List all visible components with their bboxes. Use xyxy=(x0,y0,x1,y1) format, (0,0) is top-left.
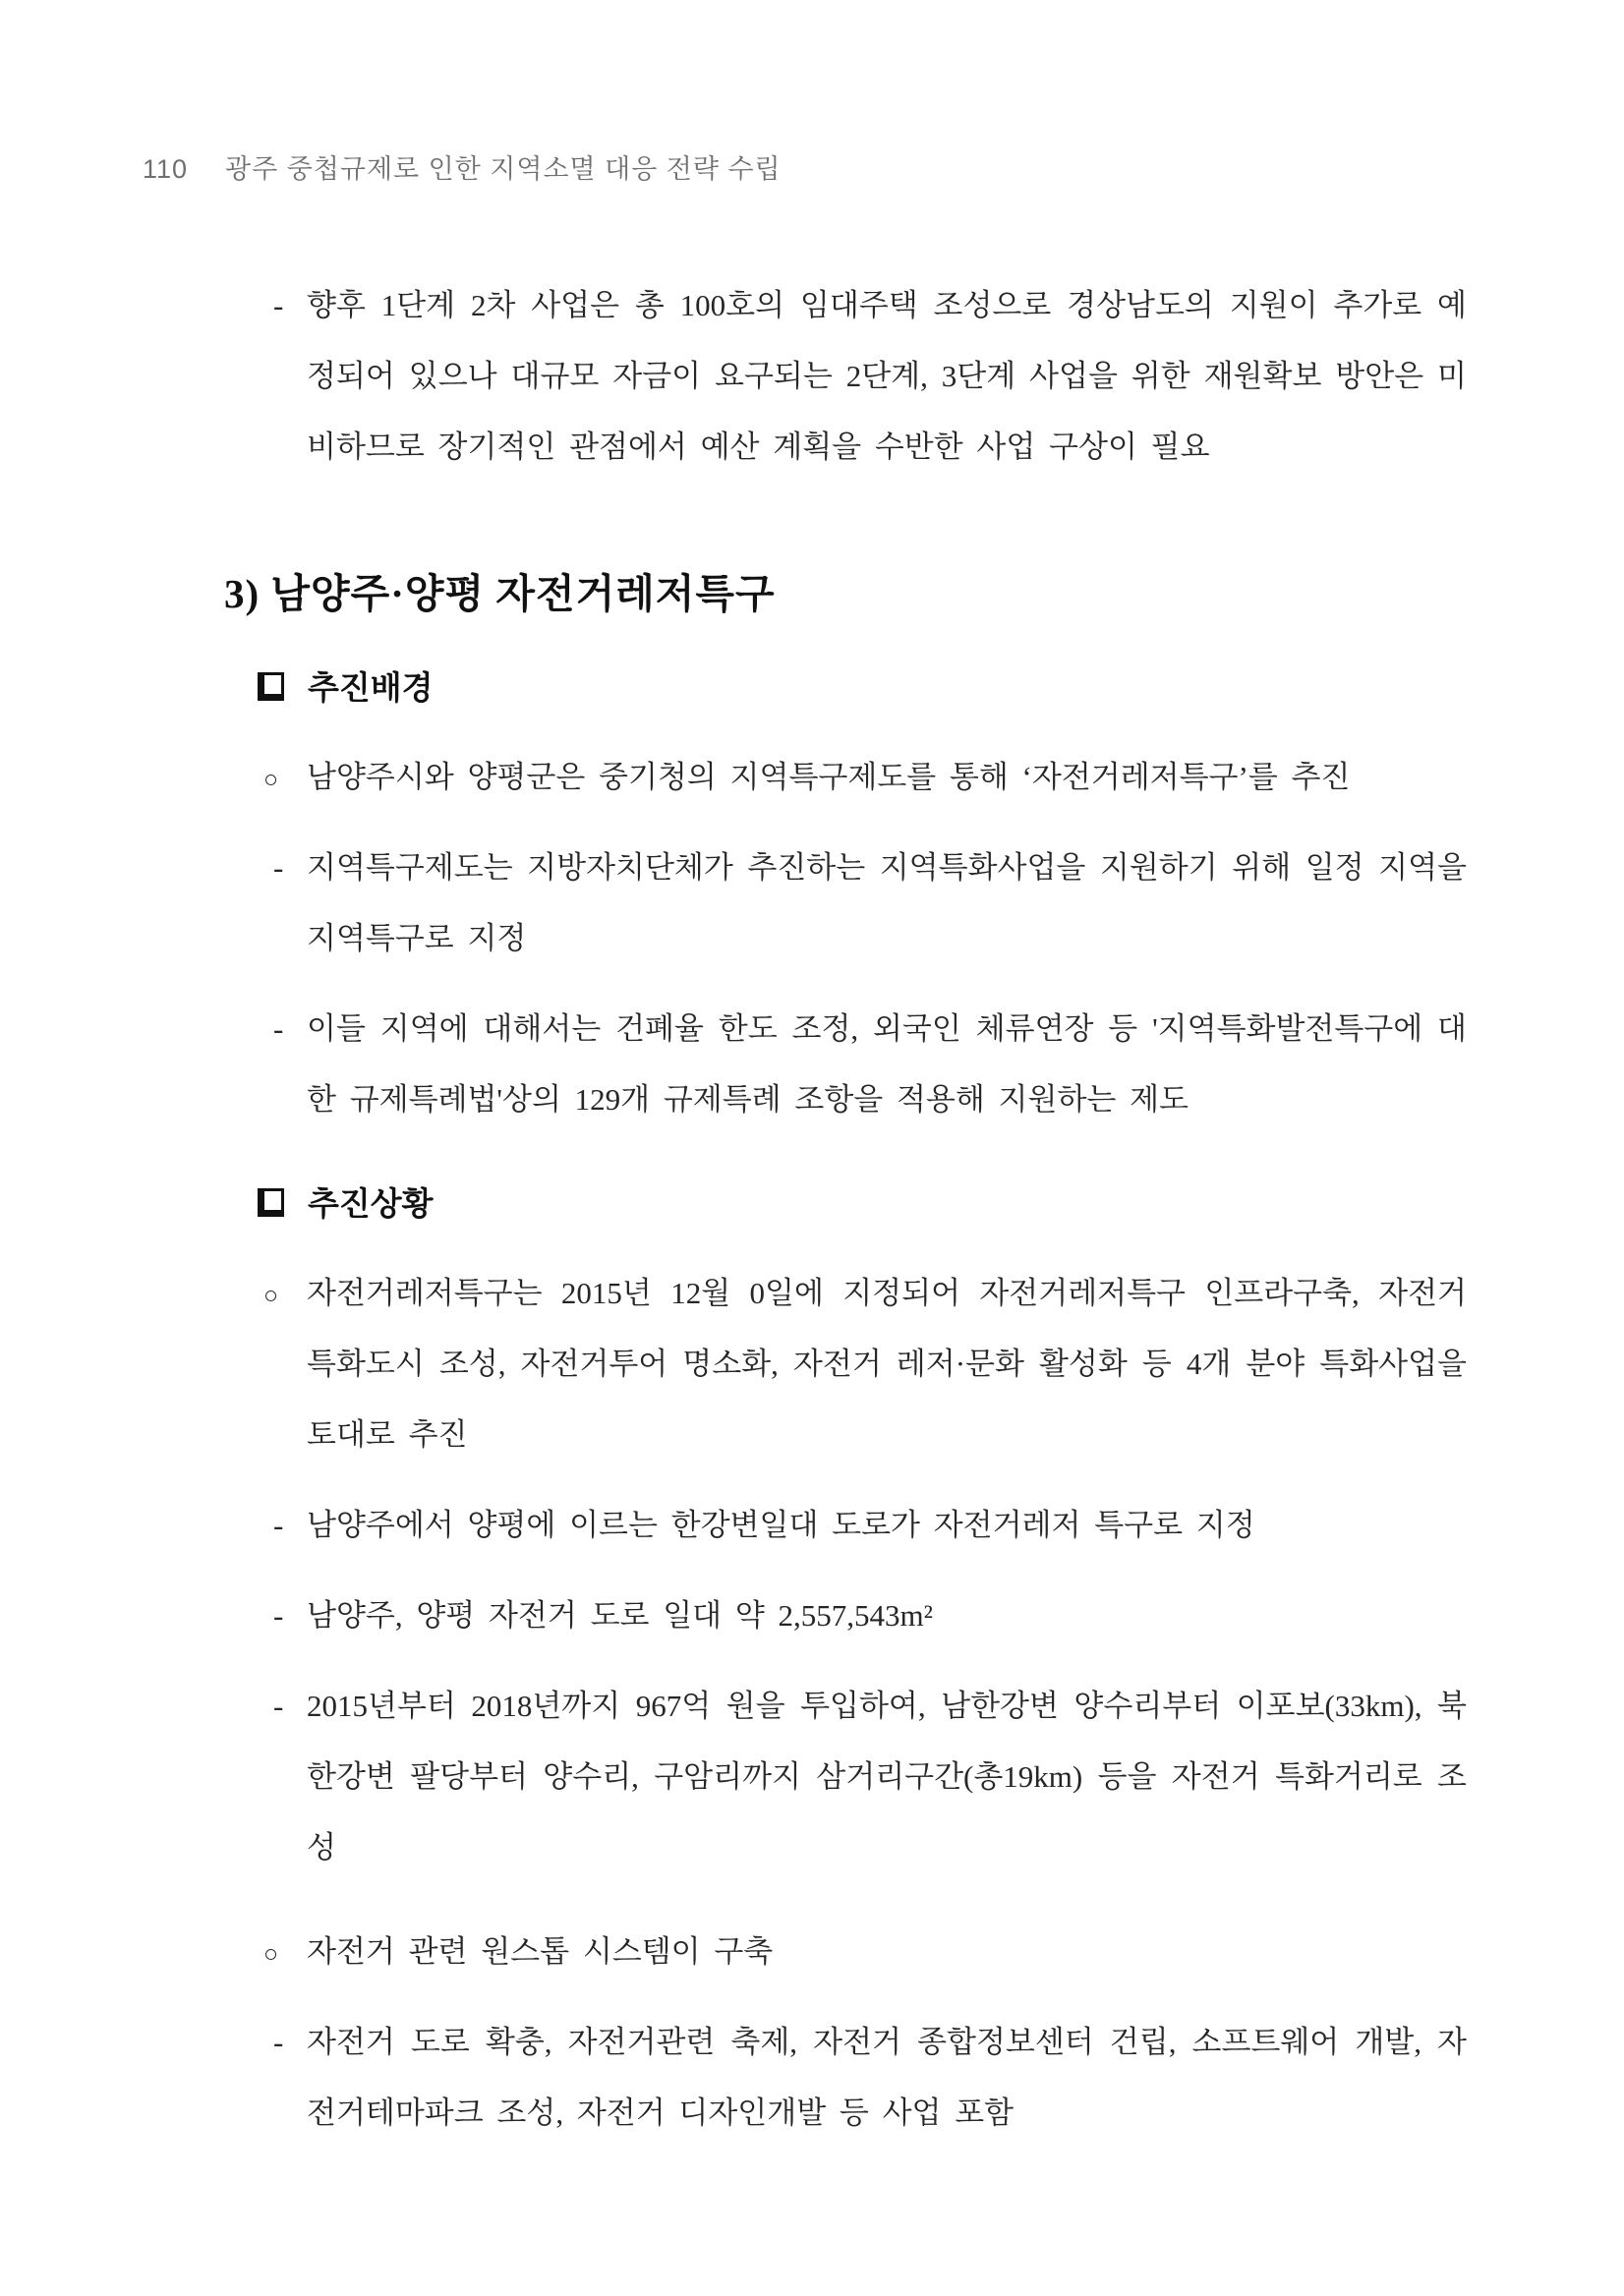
paragraph-text: 지역특구제도는 지방자치단체가 추진하는 지역특화사업을 지원하기 위해 일정 지역을 지역특구로 지정 xyxy=(307,850,1467,955)
dash-bullet: - xyxy=(273,2025,284,2059)
paragraph-text: 자전거 도로 확충, 자전거관련 축제, 자전거 종합정보센터 건립, 소프트웨어 개발, 자전거테마파크 조성, 자전거 디자인개발 등 사업 포함 xyxy=(307,2025,1467,2130)
paragraph-st-dash4 xyxy=(273,2007,1467,2149)
subsection-heading-background xyxy=(258,662,1624,709)
running-title: 광주 중첩규제로 인한 지역소멸 대응 전략 수립 xyxy=(225,154,782,184)
paragraph-text: 향후 1단계 2차 사업은 총 100호의 임대주택 조성으로 경상남도의 지원이 추가로 예정되어 있으나 대규모 자금이 요구되는 2단계, 3단계 사업을 위한 재원확보 방안은 미비하므로 장기적인 관점에서 예산 계획을 수반한 사업 구상이 필요 xyxy=(307,288,1467,464)
paragraph-bg-dash2 xyxy=(273,994,1467,1135)
paragraph-text: 2015년부터 2018년까지 967억 원을 투입하여, 남한강변 양수리부터 이포보(33km), 북한강변 팔당부터 양수리, 구암리까지 삼거리구간(총19km) 등을 자전거 특화거리로 조성 xyxy=(307,1689,1467,1865)
circle-bullet: ○ xyxy=(263,1941,279,1968)
paragraph-text: 자전거레저특구는 2015년 12월 0일에 지정되어 자전거레저특구 인프라구축, 자전거 특화도시 조성, 자전거투어 명소화, 자전거 레저·문화 활성화 등 4개 분야 특화사업을 토대로 추진 xyxy=(307,1276,1467,1452)
circle-bullet: ○ xyxy=(263,767,279,793)
paragraph-st-dash1 xyxy=(273,1490,1467,1561)
square-bullet-icon xyxy=(258,672,284,701)
paragraph-st-circle2 xyxy=(263,1917,1467,1987)
paragraph-text: 남양주에서 양평에 이르는 한강변일대 도로가 자전거레저 특구로 지정 xyxy=(307,1508,1255,1542)
dash-bullet: - xyxy=(273,850,284,885)
subsection-title: 추진상황 xyxy=(308,1185,434,1222)
dash-bullet: - xyxy=(273,1689,284,1723)
dash-bullet: - xyxy=(273,288,284,322)
dash-bullet: - xyxy=(273,1011,284,1046)
paragraph-text: 남양주, 양평 자전거 도로 일대 약 2,557,543m² xyxy=(307,1598,933,1633)
circle-bullet: ○ xyxy=(263,1283,279,1309)
paragraph-text: 이들 지역에 대해서는 건폐율 한도 조정, 외국인 체류연장 등 '지역특화발전특구에 대한 규제특례법'상의 129개 규제특례 조항을 적용해 지원하는 제도 xyxy=(307,1011,1467,1117)
subsection-title: 추진배경 xyxy=(308,669,434,706)
paragraph-bg-circle1 xyxy=(263,742,1467,813)
dash-bullet: - xyxy=(273,1598,284,1633)
page-number: 110 xyxy=(143,154,189,184)
paragraph-st-circle1 xyxy=(263,1258,1467,1470)
section-heading: 3) 남양주·양평 자전거레저특구 xyxy=(224,571,776,616)
paragraph-st-dash3 xyxy=(273,1671,1467,1883)
square-bullet-icon xyxy=(258,1188,284,1217)
subsection-heading-status xyxy=(258,1178,1624,1225)
paragraph-intro xyxy=(273,270,1467,483)
dash-bullet: - xyxy=(273,1508,284,1542)
page-header xyxy=(143,0,1624,186)
paragraph-bg-dash1 xyxy=(273,832,1467,974)
paragraph-st-dash2 xyxy=(273,1580,1467,1651)
paragraph-text: 남양주시와 양평군은 중기청의 지역특구제도를 통해 ‘자전거레저특구’를 추진 xyxy=(307,760,1351,794)
paragraph-text: 자전거 관련 원스톱 시스템이 구축 xyxy=(307,1934,774,1969)
